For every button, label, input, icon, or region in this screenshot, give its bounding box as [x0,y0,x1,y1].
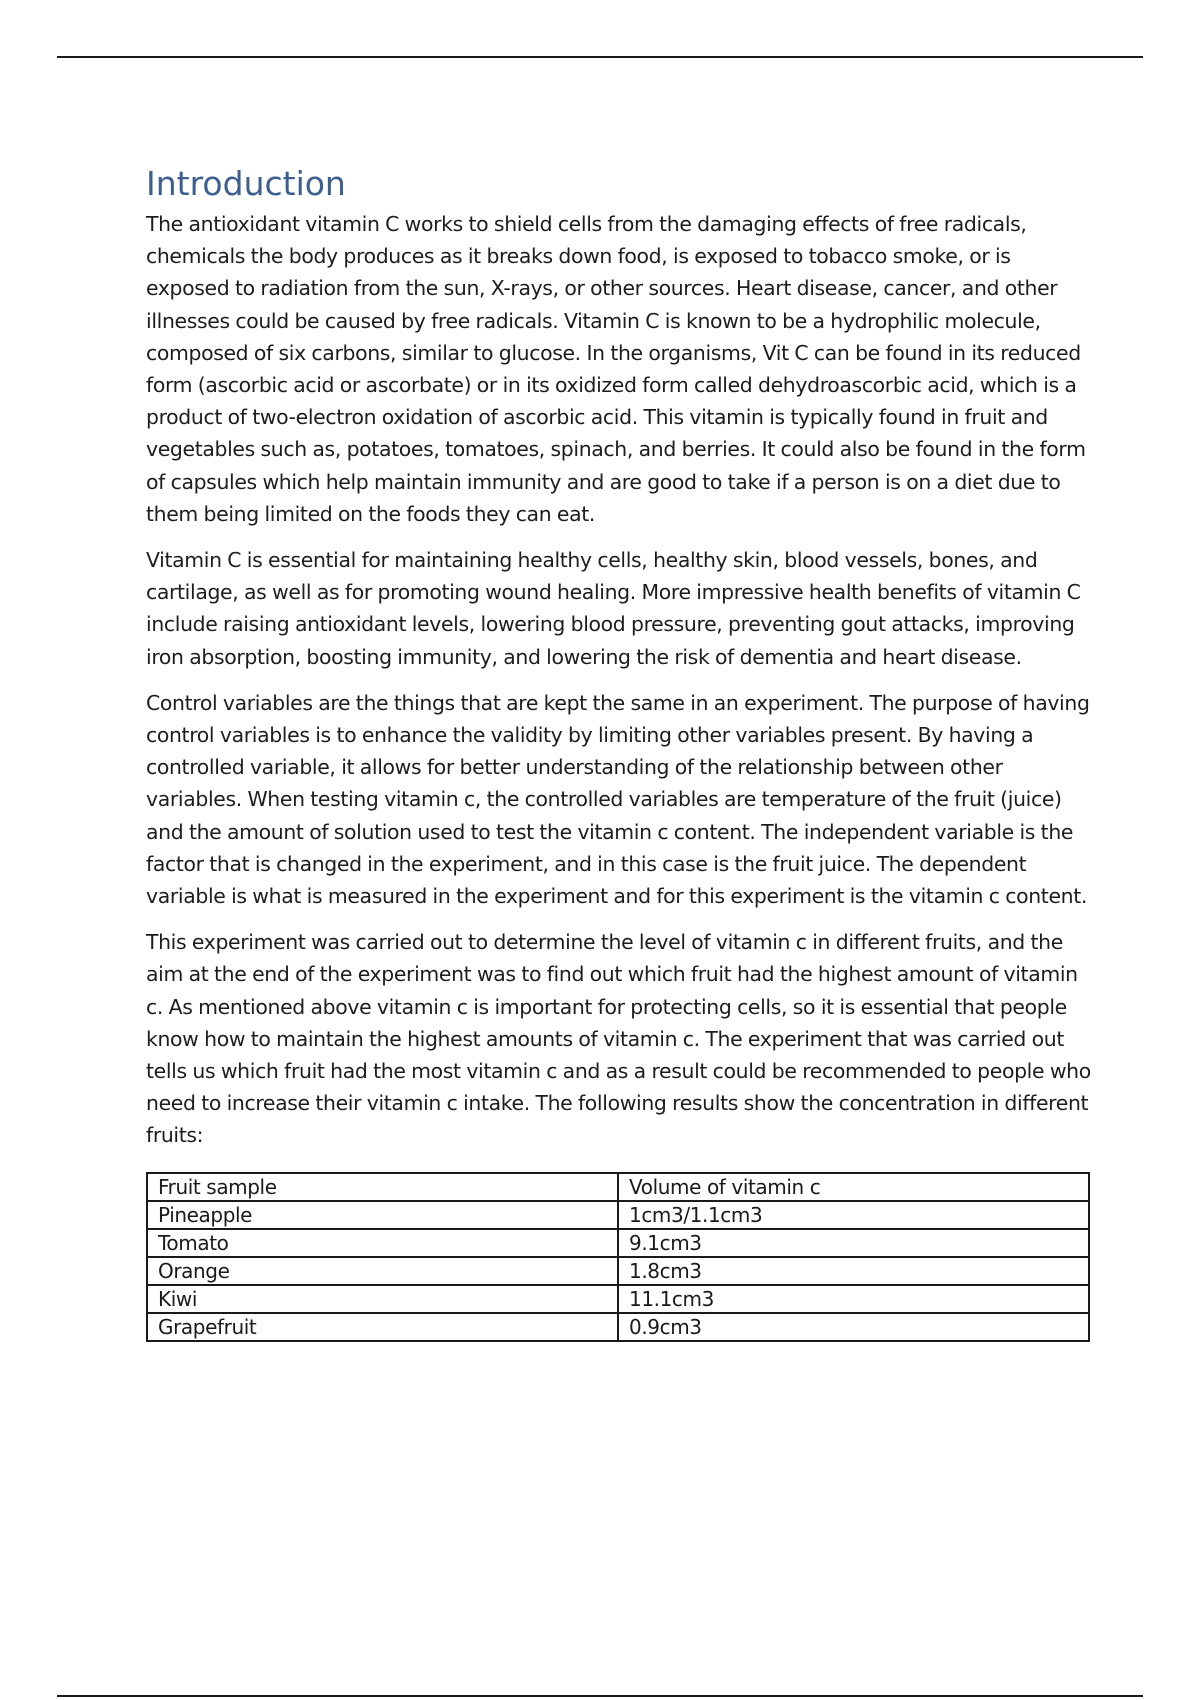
section-heading: Introduction [146,164,346,203]
paragraph-3: Control variables are the things that are kept the same in an experiment. The purpose of having control variables is to enhance the validity by limiting other variables present. By having a controlled variable, it allows for better understanding of the relationship between other variables. When testing vitamin c, the controlled variables are temperature of the fruit (juice) and the amount of solution used to test the vitamin c content. The independent variable is the factor that is changed in the experiment, and in this case is the fruit juice. The dependent variable is what is measured in the experiment and for this experiment is the vitamin c content. [146,690,1090,909]
paragraph-4: This experiment was carried out to determine the level of vitamin c in different fruits, and the aim at the end of the experiment was to find out which fruit had the highest amount of vitamin c. As mentioned above vitamin c is important for protecting cells, so it is essential that people know how to maintain the highest amounts of vitamin c. The experiment that was carried out tells us which fruit had the most vitamin c and as a result could be recommended to people who need to increase their vitamin c intake. The following results show the concentration in different fruits: [146,930,1091,1148]
fruit-cell: Kiwi [147,1285,618,1313]
volume-cell: 1.8cm3 [618,1257,1089,1285]
volume-cell: 1cm3/1.1cm3 [618,1201,1089,1229]
header-rule [57,56,1143,58]
fruit-cell: Pineapple [147,1201,618,1229]
fruit-cell: Orange [147,1257,618,1285]
document-body [146,164,1094,1342]
volume-cell: 9.1cm3 [618,1229,1089,1257]
results-table [146,1172,1090,1342]
header-fruit-sample: Fruit sample [147,1173,618,1201]
volume-cell: 11.1cm3 [618,1285,1089,1313]
footer-rule [57,1695,1143,1697]
fruit-cell: Grapefruit [147,1313,618,1341]
header-volume: Volume of vitamin c [618,1173,1089,1201]
paragraph-1: The antioxidant vitamin C works to shield cells from the damaging effects of free radicals, chemicals the body produces as it breaks down food, is exposed to tobacco smoke, or is exposed to radiation from the sun, X-rays, or other sources. Heart disease, cancer, and other illnesses could be caused by free radicals. Vitamin C is known to be a hydrophilic molecule, composed of six carbons, similar to glucose. In the organisms, Vit C can be found in its reduced form (ascorbic acid or ascorbate) or in its oxidized form called dehydroascorbic acid, which is a product of two-electron oxidation of ascorbic acid. This vitamin is typically found in fruit and vegetables such as, potatoes, tomatoes, spinach, and berries. It could also be found in the form of capsules which help maintain immunity and are good to take if a person is on a diet due to them being limited on the foods they can eat. [146,212,1086,526]
fruit-cell: Tomato [147,1229,618,1257]
volume-cell: 0.9cm3 [618,1313,1089,1341]
table-row [147,1285,1089,1313]
table-row [147,1257,1089,1285]
paragraph-2: Vitamin C is essential for maintaining healthy cells, healthy skin, blood vessels, bones, and cartilage, as well as for promoting wound healing. More impressive health benefits of vitamin C include raising antioxidant levels, lowering blood pressure, preventing gout attacks, improving iron absorption, boosting immunity, and lowering the risk of dementia and heart disease. [146,548,1081,669]
table-row [147,1313,1089,1341]
table-row [147,1201,1089,1229]
table-header-row [147,1173,1089,1201]
table-row [147,1229,1089,1257]
